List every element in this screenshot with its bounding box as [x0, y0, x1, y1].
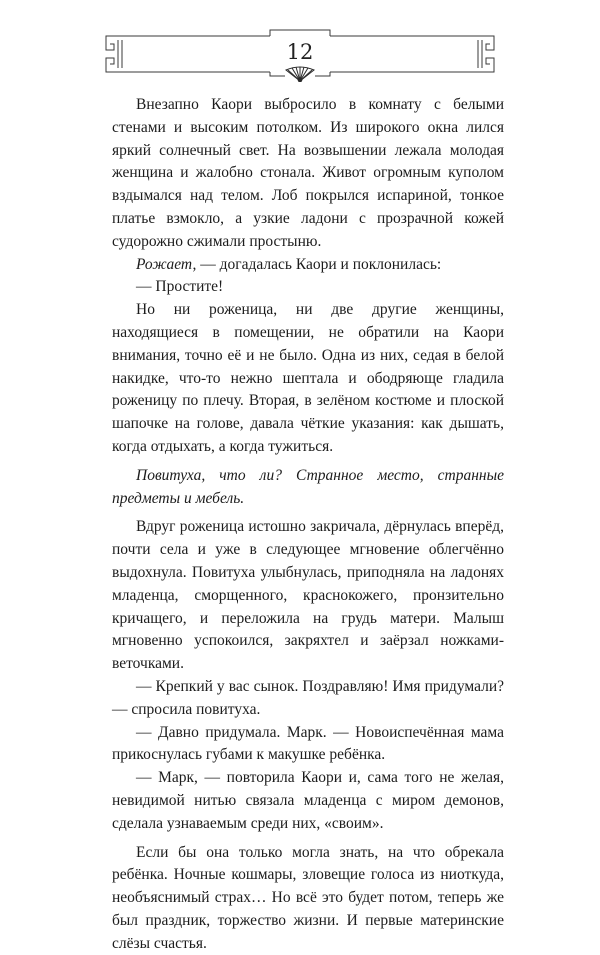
fan-icon	[283, 66, 317, 82]
paragraph	[112, 254, 504, 277]
paragraph: Внезапно Каори выбросило в комнату с белыми стенами и высоким потолком. Из широкого окна лился яркий солнечный свет. На возвышении лежала молодая женщина и жалобно стонала. Живот огромным куполом вздымался над телом. Лоб покрылся испариной, тонкое платье взмокло, а узкие ладони с прозрачной кожей судорожно сжимали простыню.	[112, 94, 504, 254]
paragraph: Вдруг роженица истошно закричала, дёрнулась вперёд, почти села и уже в следующее мгновение облегчённо выдохнула. Повитуха улыбнулась, приподняла на ладонях младенца, сморщенного, краснокожего, пронзительно кричащего, и переложила на грудь матери. Малыш мгновенно успокоился, закряхтел и заёрзал ножками-веточками.	[112, 516, 504, 676]
dialogue-line: — Давно придумала. Марк. — Новоиспечённая мама прикоснулась губами к макушке ребёнка.	[112, 722, 504, 768]
page-body-text	[112, 94, 504, 955]
dialogue-line: — Крепкий у вас сынок. Поздравляю! Имя придумали? — спросила повитуха.	[112, 676, 504, 722]
italic-thought: Рожает,	[136, 256, 196, 273]
paragraph-text: — догадалась Каори и поклонилась:	[196, 256, 441, 273]
page-number: 12	[270, 40, 330, 64]
dialogue-line: — Простите!	[112, 276, 504, 299]
italic-thought: Повитуха, что ли? Странное место, странные предметы и мебель.	[112, 467, 504, 507]
paragraph: Но ни роженица, ни две другие женщины, находящиеся в помещении, не обратили на Каори внимания, точно её и не было. Одна из них, седая в белой накидке, что-то нежно шептала и ободряюще гладила роженицу по плечу. Вторая, в зелёном костюме и плоской шапочке на голове, давала чёткие указания: как дышать, когда отдыхать, а когда тужиться.	[112, 299, 504, 459]
paragraph	[112, 465, 504, 511]
dialogue-line: — Марк, — повторила Каори и, сама того не желая, невидимой нитью связала младенца с миром демонов, сделала узнаваемым среди них, «своим».	[112, 767, 504, 835]
page-header-ornament	[0, 0, 600, 90]
paragraph: Если бы она только могла знать, на что обрекала ребёнка. Ночные кошмары, зловещие голоса из ниоткуда, необъяснимый страх… Но всё это будет потом, теперь же был праздник, торжество жизни. И первые материнские слёзы счастья.	[112, 842, 504, 955]
